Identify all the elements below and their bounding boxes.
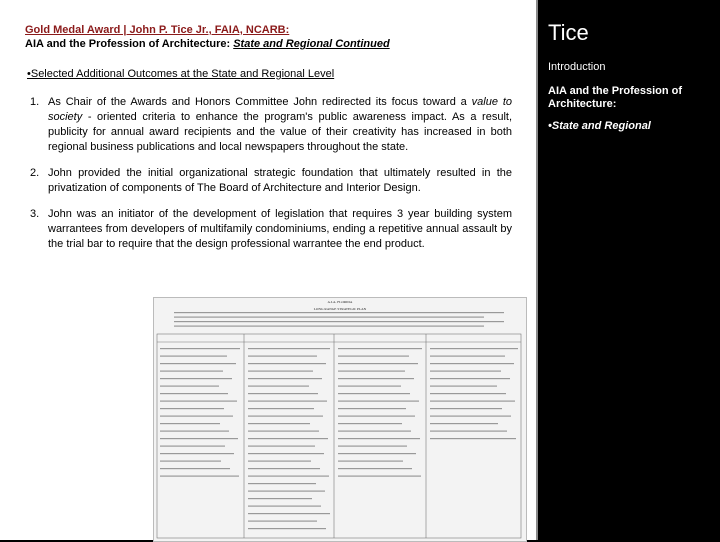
sidebar-item-state-regional[interactable]: •State and Regional	[548, 120, 651, 132]
page-subtitle	[25, 38, 390, 50]
list-item-text: John provided the initial organizational strategic foundation that ultimately resulted in the privatization of components of The Board of Architecture and Interior Design.	[48, 167, 512, 194]
list-item	[30, 207, 512, 252]
list-item	[30, 166, 512, 196]
sidebar-item-introduction[interactable]: Introduction	[548, 61, 606, 73]
sidebar-title: Tice	[548, 20, 589, 45]
list-item-emphasis: value to society	[48, 96, 513, 123]
subtitle-prefix: AIA and the Profession of Architecture:	[25, 38, 234, 50]
page-title[interactable]: Gold Medal Award | John P. Tice Jr., FAIA, NCARB:	[25, 24, 290, 36]
document-text-lines	[160, 312, 518, 529]
sidebar	[538, 0, 720, 540]
list-item-number: 1.	[30, 96, 40, 108]
list-item-number: 3.	[30, 208, 40, 220]
strategic-plan-document-image	[153, 297, 527, 542]
document-heading: A.I.A. FLORIDA	[327, 300, 353, 304]
document-subheading: LONG RANGE STRATEGIC PLAN	[313, 306, 367, 311]
outcomes-list	[30, 95, 512, 263]
section-bullet: •Selected Additional Outcomes at the State and Regional Level	[27, 68, 335, 80]
list-item	[30, 95, 512, 155]
list-item-number: 2.	[30, 167, 40, 179]
sidebar-item-aia-profession[interactable]: AIA and the Profession of Architecture:	[548, 85, 683, 110]
list-item-text: As Chair of the Awards and Honors Committee John redirected its focus toward a	[48, 96, 472, 108]
list-item-text: John was an initiator of the development of legislation that requires 3 year building system warrantees from developers of multifamily condominiums, ending a repetitive annual assault by the trial bar to require that the design professional warrantee the end product.	[48, 208, 512, 250]
list-item-text: - oriented criteria to enhance the program's public awareness impact. As a result, publicity for annual award recipients and the value of their creativity has increased in both regional business publications and local newspapers throughout the state.	[48, 111, 512, 153]
document-table-graphic	[154, 298, 526, 541]
subtitle-link[interactable]: State and Regional Continued	[233, 38, 390, 50]
